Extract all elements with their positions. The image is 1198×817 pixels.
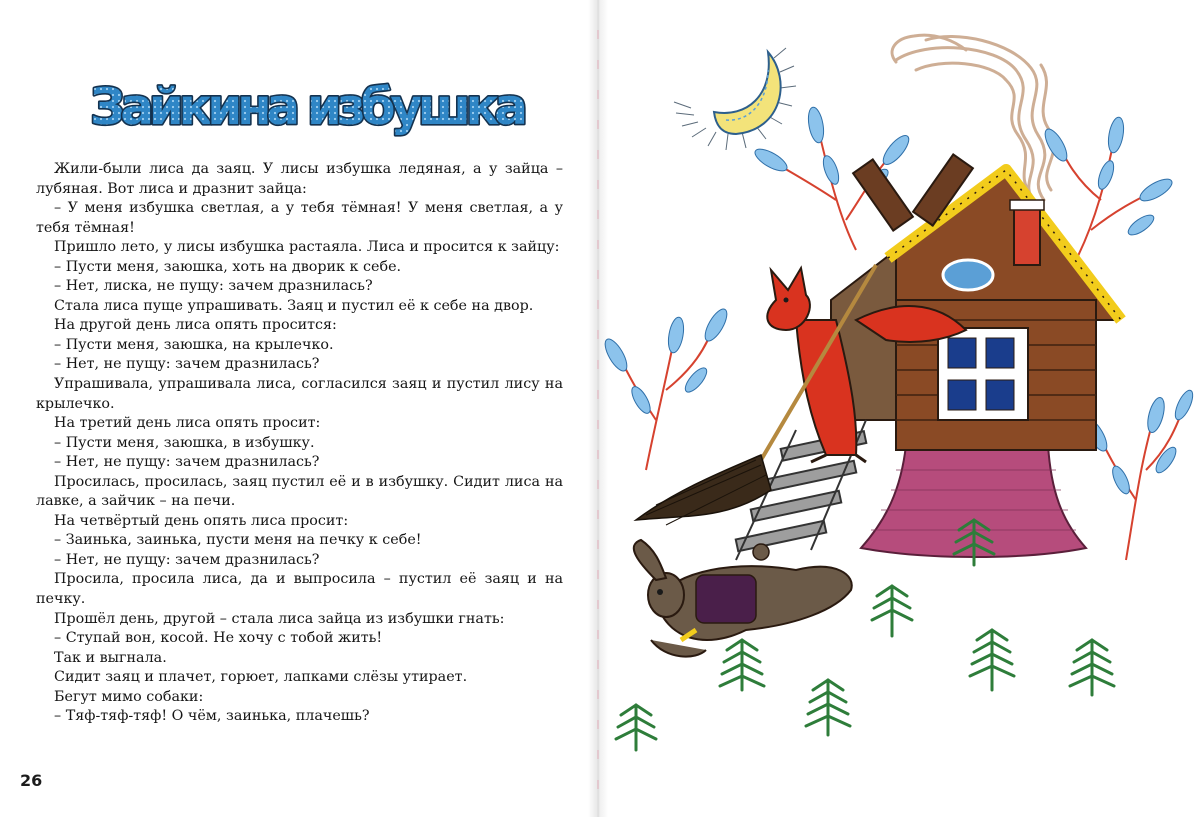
paragraph: – Нет, не пущу: зачем дразнилась? bbox=[54, 551, 320, 568]
paragraph: – Нет, не пущу: зачем дразнилась? bbox=[54, 454, 320, 471]
paragraph: – Тяф-тяф-тяф! О чём, заинька, плачешь? bbox=[54, 708, 370, 725]
paragraph: Так и выгнала. bbox=[54, 649, 167, 666]
paragraph: На третий день лиса опять просит: bbox=[54, 415, 321, 432]
paragraph: На четвёртый день опять лиса просит: bbox=[54, 512, 349, 529]
story-illustration bbox=[596, 0, 1198, 817]
right-page bbox=[596, 0, 1198, 817]
paragraph: Просилась, просилась, заяц пустил её и в избушку. Сидит лиса на лавке, а зайчик – на печи. bbox=[36, 473, 563, 510]
paragraph: Сидит заяц и плачет, горюет, лапками слёзы утирает. bbox=[54, 669, 468, 686]
paragraph: – Пусти меня, заюшка, хоть на дворик к себе. bbox=[54, 258, 402, 275]
hut-icon bbox=[831, 154, 1121, 450]
paragraph: – Ступай вон, косой. Не хочу с тобой жить! bbox=[54, 630, 383, 647]
moon-icon bbox=[674, 48, 796, 150]
paragraph: – Заинька, заинька, пусти меня на печку к себе! bbox=[54, 532, 422, 549]
paragraph: – Нет, лиска, не пущу: зачем дразнилась? bbox=[54, 278, 373, 295]
paragraph: – У меня избушка светлая, а у тебя тёмная! У меня светлая, а у тебя тёмная! bbox=[36, 200, 563, 236]
binding-stitch bbox=[597, 30, 599, 790]
smoke-icon bbox=[892, 35, 1054, 205]
paragraph: – Пусти меня, заюшка, в избушку. bbox=[54, 434, 315, 451]
story-title-text: Зайкина избушка bbox=[90, 78, 530, 136]
paragraph: На другой день лиса опять просится: bbox=[54, 317, 337, 334]
paragraph: Упрашивала, упрашивала лиса, согласился заяц и пустил лису на крылечко. bbox=[36, 376, 563, 412]
paragraph: Стала лиса пуще упрашивать. Заяц и пустил её к себе на двор. bbox=[54, 297, 534, 314]
paragraph: Жили-были лиса да заяц. У лисы избушка ледяная, а у зайца – лубяная. Вот лиса и дразнит зайца: bbox=[36, 161, 563, 197]
illustration-canvas bbox=[596, 0, 1198, 817]
page-number: 26 bbox=[20, 771, 43, 790]
story-title-graphic bbox=[80, 62, 540, 152]
story-title bbox=[80, 62, 540, 152]
paragraph: Бегут мимо собаки: bbox=[54, 688, 204, 705]
left-page bbox=[0, 0, 596, 817]
story-body bbox=[36, 160, 563, 727]
paragraph: – Пусти меня, заюшка, на крылечко. bbox=[54, 336, 334, 353]
paragraph: Пришло лето, у лисы избушка растаяла. Лиса и просится к зайцу: bbox=[54, 239, 560, 256]
paragraph: Просила, просила лиса, да и выпросила – пустил её заяц и на печку. bbox=[36, 571, 563, 608]
paragraph: – Нет, не пущу: зачем дразнилась? bbox=[54, 356, 320, 373]
paragraph: Прошёл день, другой – стала лиса зайца из избушки гнать: bbox=[54, 610, 505, 627]
